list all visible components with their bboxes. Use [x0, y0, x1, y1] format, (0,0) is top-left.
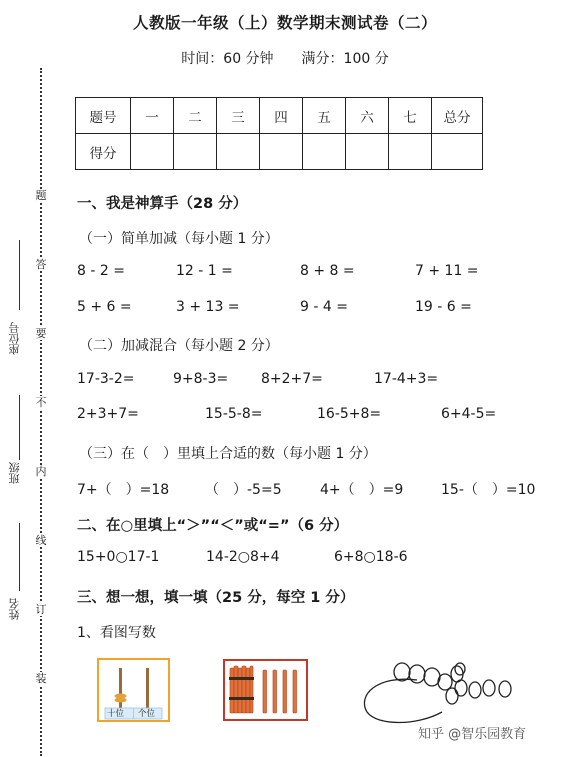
score-input-cell[interactable] [217, 134, 260, 170]
name-line [19, 523, 20, 591]
binding-dotted-line [40, 68, 42, 756]
table-row [76, 134, 483, 170]
margin-char: 装 [35, 672, 47, 685]
table-cell: 五 [303, 98, 346, 134]
problem: 7 + 11 = [415, 263, 479, 279]
margin-char: 答 [35, 258, 47, 271]
score-input-cell[interactable] [131, 134, 174, 170]
abacus-ones-label: 个位 [138, 709, 156, 719]
exam-full-score: 满分：100 分 [301, 51, 389, 67]
problem: 15+0○17-1 [77, 549, 160, 565]
score-input-cell[interactable] [346, 134, 389, 170]
name-label: 姓名 [8, 598, 21, 620]
exam-time: 时间：60 分钟 [181, 51, 274, 67]
problem: 8 - 2 = [77, 263, 125, 279]
question-label: 1、看图写数 [77, 625, 156, 641]
problem: 17-4+3= [374, 371, 439, 387]
problem: 6+8○18-6 [334, 549, 408, 565]
problem: 19 - 6 = [415, 299, 472, 315]
margin-char: 线 [35, 534, 47, 547]
problem: 15-（ ）=10 [441, 482, 536, 498]
problem: 9+8-3= [173, 371, 229, 387]
subsection-heading: （一）简单加减（每小题 1 分） [79, 231, 279, 247]
table-cell: 得分 [76, 134, 131, 170]
margin-char: 不 [35, 396, 47, 409]
subsection-heading: （二）加减混合（每小题 2 分） [79, 338, 279, 354]
score-input-cell[interactable] [260, 134, 303, 170]
counting-sticks-picture [223, 659, 308, 721]
seat-number-label: 座位号 [8, 322, 21, 355]
table-cell: 三 [217, 98, 260, 134]
problem: 6+4-5= [441, 406, 497, 422]
table-row [76, 98, 483, 134]
score-input-cell[interactable] [174, 134, 217, 170]
problem: 17-3-2= [77, 371, 135, 387]
problem: 8 + 8 = [300, 263, 355, 279]
section-heading: 二、在○里填上“＞”“＜”或“=”（6 分） [77, 518, 349, 534]
margin-char: 订 [35, 603, 47, 616]
section-heading: 三、想一想，填一填（25 分，每空 1 分） [77, 590, 355, 606]
score-table [75, 97, 483, 170]
table-cell: 六 [346, 98, 389, 134]
subsection-heading: （三）在（ ）里填上合适的数（每小题 1 分） [79, 446, 377, 462]
class-label: 班级 [8, 462, 21, 484]
bead-string-icon [357, 660, 517, 730]
problem: 14-2○8+4 [206, 549, 280, 565]
score-input-cell[interactable] [389, 134, 432, 170]
problem: （ ）-5=5 [205, 482, 282, 498]
problem: 12 - 1 = [176, 263, 233, 279]
abacus-picture [97, 658, 170, 722]
problem: 2+3+7= [77, 406, 139, 422]
class-line [19, 395, 20, 460]
seat-number-line [19, 240, 20, 310]
problem: 7+（ ）=18 [77, 482, 170, 498]
margin-char: 要 [35, 327, 47, 340]
table-cell: 一 [131, 98, 174, 134]
margin-char: 内 [35, 465, 47, 478]
problem: 4+（ ）=9 [320, 482, 404, 498]
abacus-tens-label: 十位 [107, 709, 125, 719]
table-cell: 题号 [76, 98, 131, 134]
score-input-cell[interactable] [303, 134, 346, 170]
table-cell: 四 [260, 98, 303, 134]
counting-sticks-icon [225, 661, 306, 719]
table-cell: 总分 [432, 98, 483, 134]
problem: 16-5+8= [317, 406, 382, 422]
problem: 8+2+7= [261, 371, 323, 387]
problem: 3 + 13 = [176, 299, 240, 315]
page-title: 人教版一年级（上）数学期末测试卷（二） [132, 14, 437, 32]
table-cell: 七 [389, 98, 432, 134]
problem: 5 + 6 = [77, 299, 132, 315]
exam-info [0, 48, 570, 68]
section-heading: 一、我是神算手（28 分） [77, 196, 248, 212]
problem: 9 - 4 = [300, 299, 348, 315]
margin-char: 题 [35, 189, 47, 202]
problem: 15-5-8= [205, 406, 263, 422]
table-cell: 二 [174, 98, 217, 134]
score-input-cell[interactable] [432, 134, 483, 170]
watermark: 知乎 @智乐园教育 [418, 727, 527, 742]
